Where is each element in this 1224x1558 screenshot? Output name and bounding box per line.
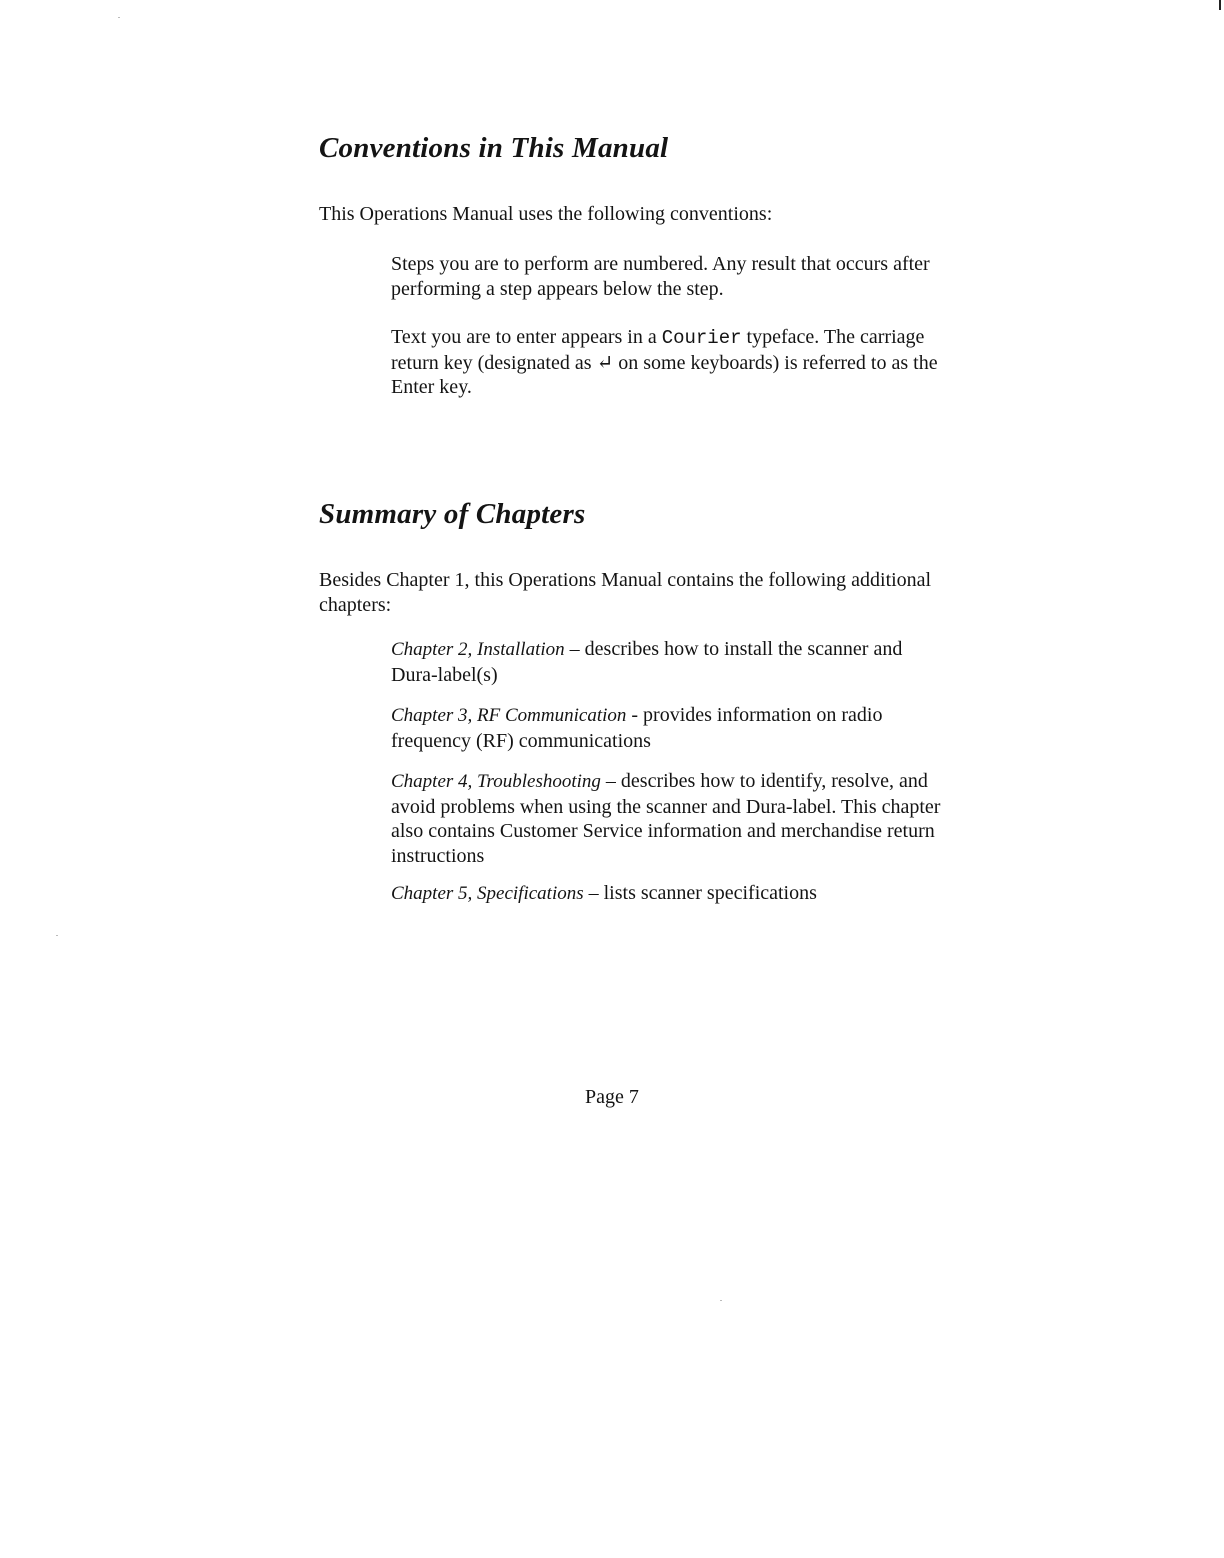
convention-text-after: typeface. The carriage return key (designated as ↵ on some keyboards) is referred to as the Enter key. [391,326,938,398]
page-number: Page 7 [585,1086,639,1108]
summary-heading: Summary of Chapters [319,498,586,530]
convention-text-entry [391,325,951,400]
chapter-item-rf-communication [391,703,951,753]
convention-steps: Steps you are to perform are numbered. Any result that occurs after performing a step appears below the step. [391,253,930,300]
chapter-item-troubleshooting [391,769,951,868]
summary-intro: Besides Chapter 1, this Operations Manual contains the following additional chapters: [319,569,932,616]
courier-sample: Courier [661,327,742,349]
chapter-name: Chapter 5, Specifications [391,883,584,904]
conventions-heading: Conventions in This Manual [319,132,669,164]
chapter-description: – lists scanner specifications [583,882,817,904]
convention-text-before: Text you are to enter appears in a [391,326,662,348]
chapter-item-specifications [391,881,951,907]
chapter-name: Chapter 2, Installation [391,639,565,660]
chapter-description: - provides information on radio frequency (RF) communications [391,704,883,752]
conventions-intro: This Operations Manual uses the following conventions: [319,203,773,225]
chapter-name: Chapter 3, RF Communication [391,705,627,726]
chapter-name: Chapter 4, Troubleshooting [391,771,601,792]
chapter-description: – describes how to identify, resolve, and avoid problems when using the scanner and Dura-label. This chapter also contains Customer Service information and merchandise return instructions [391,770,941,867]
scan-speck [56,935,58,936]
scan-edge-mark [1219,0,1221,10]
chapter-item-installation [391,637,951,687]
chapter-description: – describes how to install the scanner and Dura-label(s) [391,638,903,686]
scan-speck [118,17,120,18]
scan-speck [720,1300,722,1301]
